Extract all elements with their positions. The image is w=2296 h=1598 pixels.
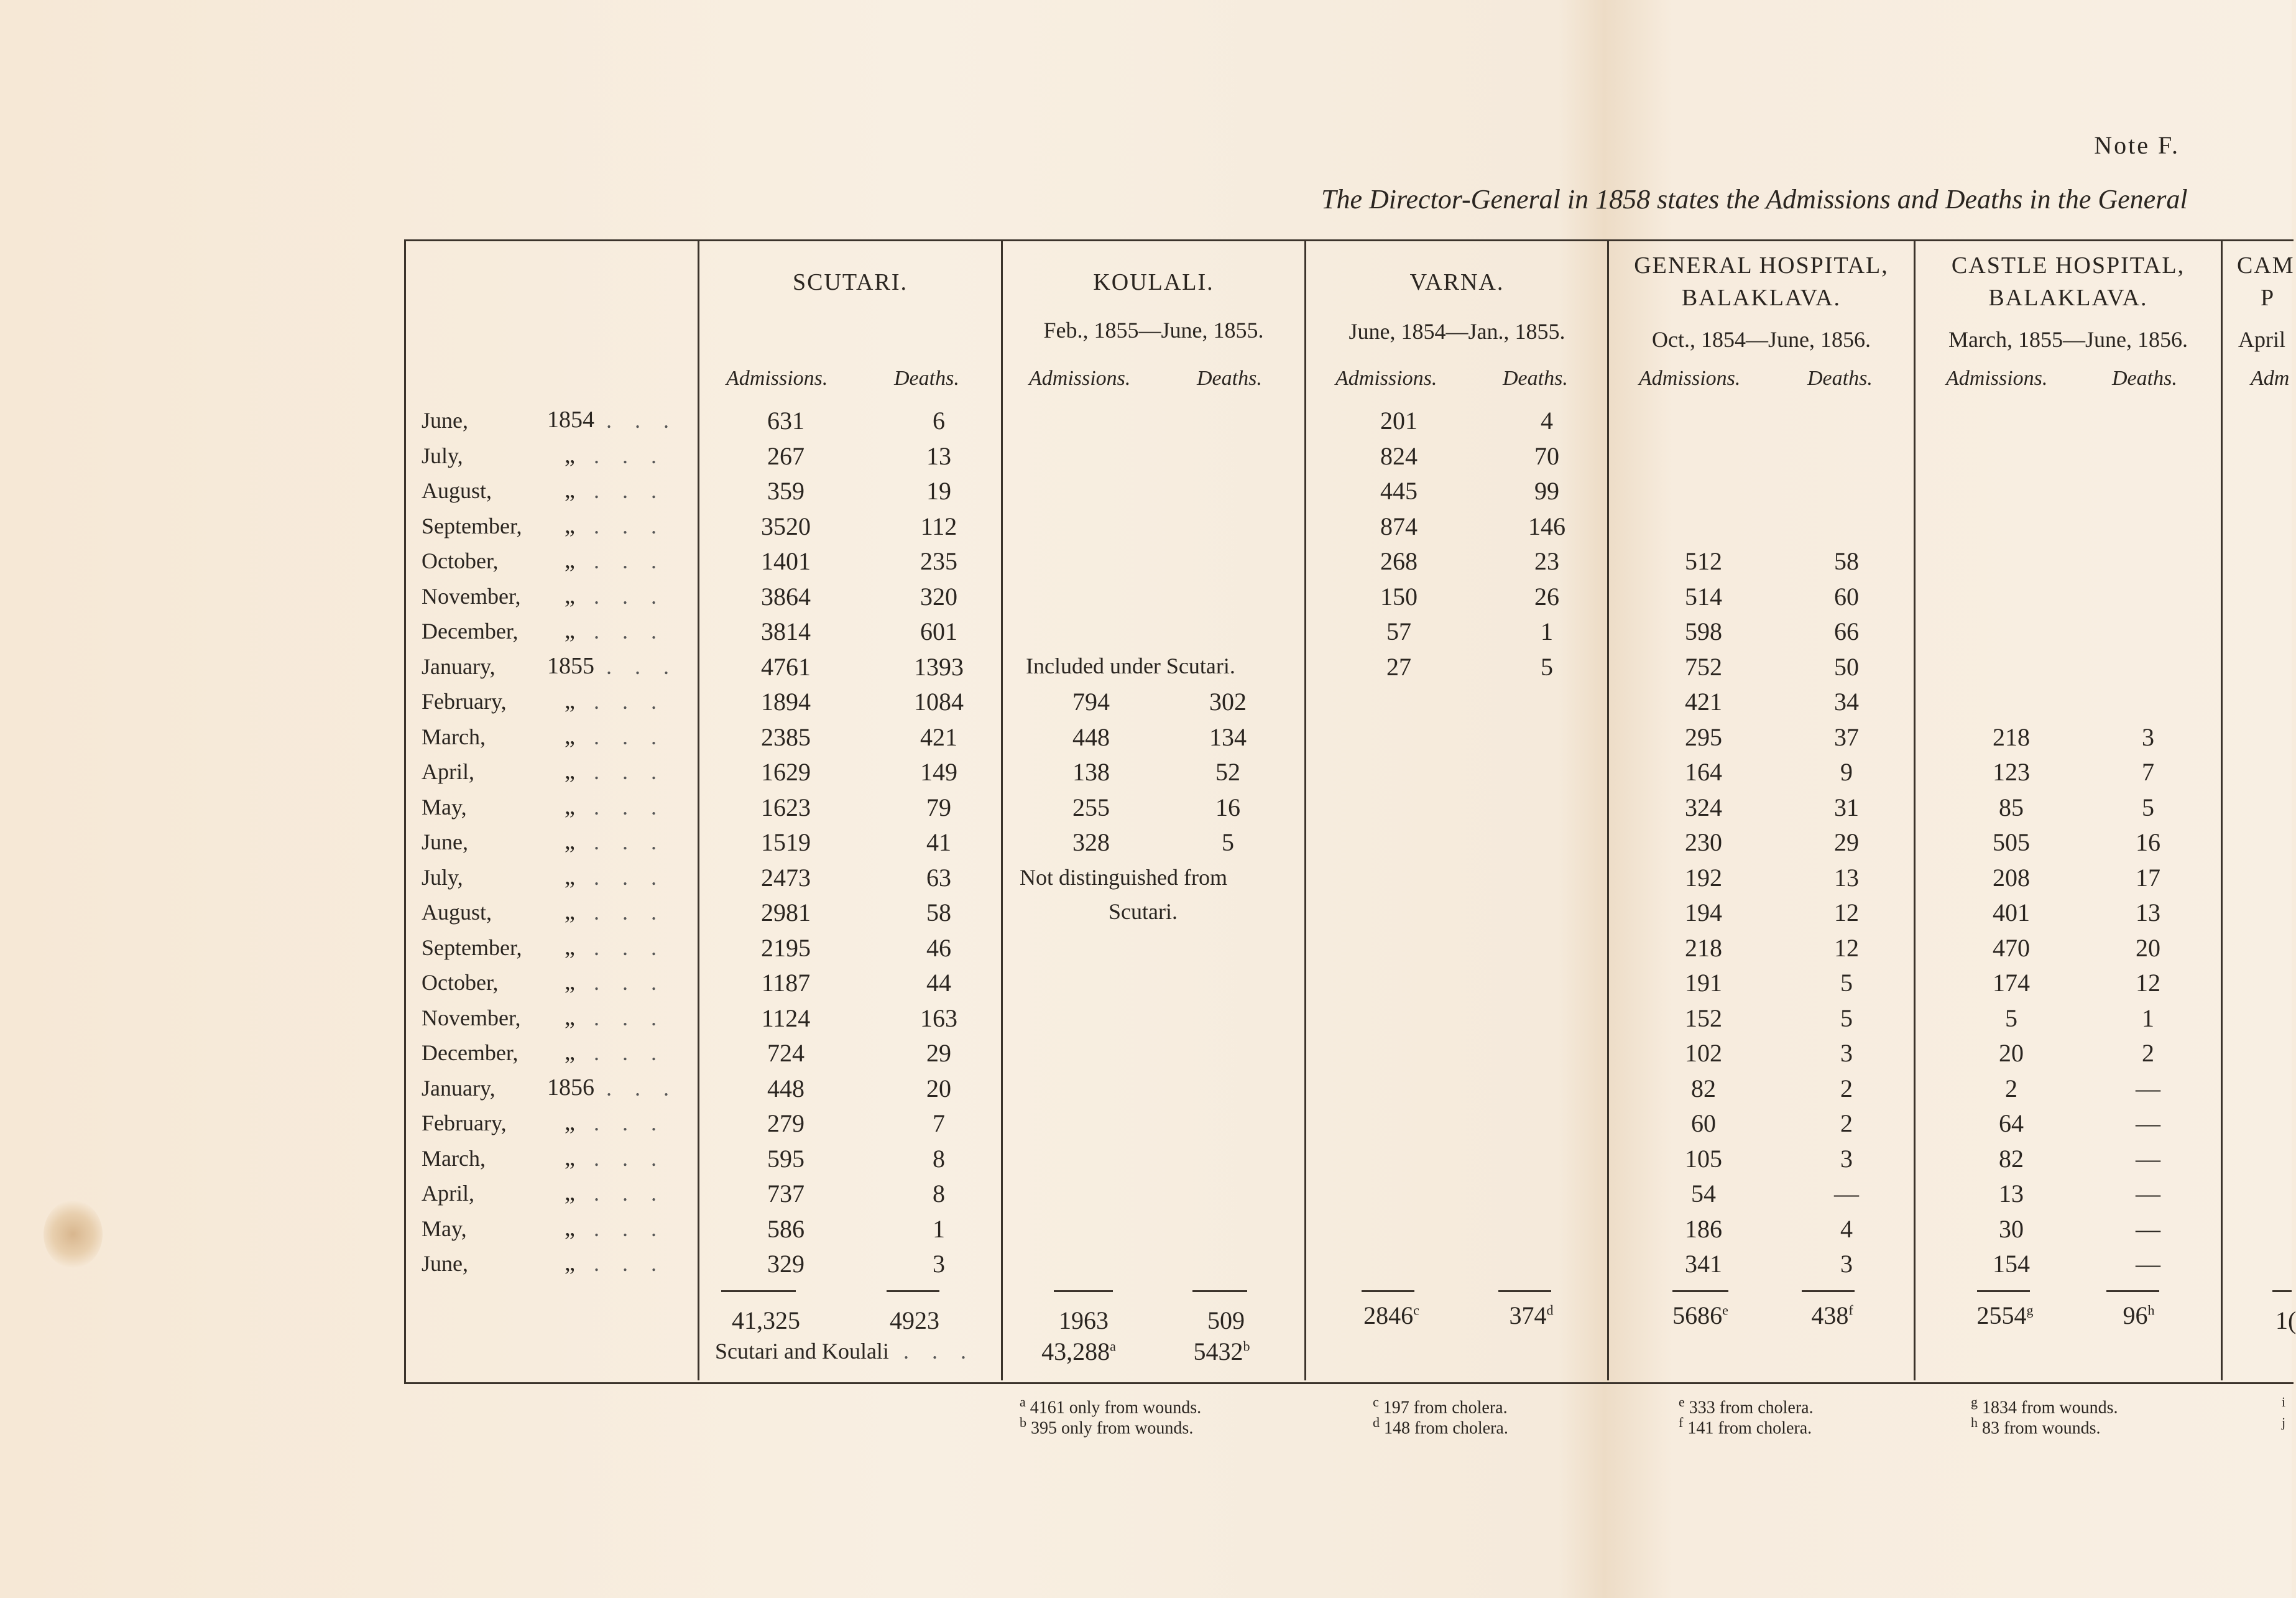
table-cell: 5: [1222, 828, 1234, 856]
koulali-included-note: Included under Scutari.: [1026, 654, 1235, 678]
total-varna-deaths: 374$^d$: [1509, 1301, 1554, 1329]
total-rule: [2272, 1290, 2292, 1292]
table-cell: 13: [926, 441, 951, 470]
table-cell: 601: [920, 617, 957, 645]
table-cell: 2195: [761, 933, 811, 962]
table-cell: 146: [1528, 512, 1565, 540]
row-month: September,: [422, 935, 522, 960]
table-cell: 16: [2136, 828, 2160, 856]
row-month: May,: [422, 794, 467, 820]
combined-label: Scutari and Koulali . . .: [715, 1339, 975, 1364]
row-year: „: [565, 933, 575, 960]
total-rule: [887, 1290, 939, 1292]
table-cell: 2: [2142, 1039, 2154, 1067]
row-year: „: [565, 898, 575, 925]
table-cell: 3864: [761, 582, 811, 611]
table-cell: 7: [2142, 758, 2154, 786]
table-cell: 63: [926, 863, 951, 892]
row-leader-dots: . . .: [594, 1040, 665, 1065]
row-month: November,: [422, 583, 521, 609]
table-cell: 279: [767, 1109, 805, 1137]
table-cell: 3: [1840, 1250, 1853, 1278]
row-leader-dots: . . .: [594, 724, 665, 749]
row-month: November,: [422, 1005, 521, 1030]
row-month: January,: [422, 1075, 496, 1101]
table-cell: 12: [2136, 969, 2160, 997]
table-cell: 41: [926, 828, 951, 856]
total-scutari-deaths: 4923: [890, 1306, 939, 1334]
row-leader-dots: . . .: [594, 1251, 665, 1276]
table-cell: 34: [1834, 688, 1859, 716]
table-cell: 57: [1386, 617, 1411, 645]
row-leader-dots: . . .: [594, 619, 665, 644]
koulali-not-distinguished-note-2: Scutari.: [1109, 899, 1178, 924]
table-cell: 201: [1380, 407, 1418, 435]
table-cell: 150: [1380, 582, 1418, 611]
table-cell: 6: [933, 407, 945, 435]
table-cell: 1187: [761, 969, 811, 997]
table-cell: 448: [1072, 723, 1110, 751]
row-year: „: [565, 1039, 575, 1065]
row-month: August,: [422, 900, 492, 925]
table-cell: 79: [926, 793, 951, 821]
note-title: Note F.: [2094, 131, 2180, 159]
footnote-e: $^e$ 333 from cholera.: [1679, 1394, 1814, 1418]
table-cell: 19: [926, 477, 951, 505]
table-cell: 3: [933, 1250, 945, 1278]
table-cell: 154: [1993, 1250, 2030, 1278]
table-cell: 421: [920, 723, 957, 751]
row-leader-dots: . . .: [594, 1005, 665, 1030]
row-leader-dots: . . .: [594, 443, 665, 468]
table-cell: 4761: [761, 652, 811, 681]
table-cell: 149: [920, 758, 957, 786]
row-leader-dots: . . .: [594, 829, 665, 854]
period-general: Oct., 1854—June, 1856.: [1652, 327, 1871, 352]
row-month: August,: [422, 478, 492, 503]
total-rule: [1672, 1290, 1728, 1292]
table-cell: 302: [1209, 688, 1247, 716]
row-year: „: [565, 793, 575, 820]
table-cell: 1629: [761, 758, 811, 786]
table-cell: 3814: [761, 617, 811, 645]
table-cell: 7: [933, 1109, 945, 1137]
table-cell: 13: [1834, 863, 1859, 892]
row-year: 1854: [547, 407, 594, 433]
table-cell: 586: [767, 1214, 805, 1243]
table-cell: 1519: [761, 828, 811, 856]
table-cell: 359: [767, 477, 805, 505]
table-cell: 737: [767, 1180, 805, 1208]
row-year: „: [565, 1180, 575, 1206]
row-leader-dots: . . .: [594, 759, 665, 784]
table-cell: 134: [1209, 723, 1247, 751]
total-varna-admissions: 2846$^c$: [1363, 1301, 1419, 1329]
total-scutari-admissions: 41,325: [732, 1306, 800, 1334]
row-month: February,: [422, 689, 507, 714]
footnote-j: j: [2282, 1415, 2286, 1430]
paper-stain: [44, 1200, 103, 1268]
row-month: March,: [422, 724, 486, 749]
table-cell: 4: [1840, 1214, 1853, 1243]
table-cell: 5: [1840, 969, 1853, 997]
total-rule: [1498, 1290, 1551, 1292]
row-month: July,: [422, 443, 463, 468]
row-leader-dots: . . .: [594, 970, 665, 995]
row-month: April,: [422, 759, 474, 784]
table-cell: 445: [1380, 477, 1418, 505]
table-cell: 1124: [761, 1004, 811, 1032]
footnote-b: $^b$ 395 only from wounds.: [1020, 1415, 1194, 1438]
row-month: June,: [422, 1251, 468, 1276]
table-cell: 1: [2142, 1004, 2154, 1032]
table-cell: 514: [1685, 582, 1722, 611]
table-cell: 2: [2005, 1074, 2017, 1102]
row-year: „: [565, 758, 575, 784]
table-cell: 194: [1685, 898, 1722, 926]
header-varna: VARNA.: [1409, 269, 1505, 295]
table-cell: —: [2136, 1180, 2160, 1208]
table-cell: 824: [1380, 441, 1418, 470]
header-scutari: SCUTARI.: [792, 269, 908, 295]
combined-deaths: 5432$^b$: [1193, 1337, 1250, 1365]
table-cell: 4: [1541, 407, 1553, 435]
subheader-camp-admissions: Adm: [2251, 367, 2290, 390]
footnote-g: $^g$ 1834 from wounds.: [1971, 1394, 2118, 1418]
row-year: „: [565, 969, 575, 995]
table-cell: 64: [1999, 1109, 2024, 1137]
table-cell: 20: [1999, 1039, 2024, 1067]
row-year: „: [565, 477, 575, 503]
table-cell: 235: [920, 547, 957, 575]
row-month: October,: [422, 970, 499, 995]
table-cell: 3: [1840, 1039, 1853, 1067]
row-leader-dots: . . .: [594, 548, 665, 573]
table-cell: 85: [1999, 793, 2024, 821]
subheader-scutari-deaths: Deaths.: [894, 367, 959, 390]
subheader-general-deaths: Deaths.: [1807, 367, 1873, 390]
total-castle-admissions: 2554$^g$: [1976, 1301, 2034, 1329]
subheader-varna-deaths: Deaths.: [1503, 367, 1568, 390]
table-cell: 105: [1685, 1144, 1722, 1173]
row-month: March,: [422, 1145, 486, 1171]
row-leader-dots: . . .: [594, 1145, 665, 1171]
period-camp: April: [2238, 327, 2285, 352]
table-cell: —: [2136, 1250, 2160, 1278]
period-varna: June, 1854—Jan., 1855.: [1349, 319, 1565, 344]
header-general-line2: BALAKLAVA.: [1681, 285, 1842, 311]
table-cell: 102: [1685, 1039, 1722, 1067]
table-cell: 50: [1834, 652, 1859, 681]
combined-admissions: 43,288$^a$: [1041, 1337, 1116, 1365]
subheader-castle-deaths: Deaths.: [2112, 367, 2177, 390]
table-cell: 752: [1685, 652, 1722, 681]
table-cell: 1894: [761, 688, 811, 716]
table-cell: 874: [1380, 512, 1418, 540]
footnote-i: i: [2282, 1394, 2286, 1410]
table-cell: 267: [767, 441, 805, 470]
table-cell: 595: [767, 1144, 805, 1173]
table-cell: 20: [926, 1074, 951, 1102]
header-general-line1: GENERAL HOSPITAL,: [1634, 252, 1889, 279]
total-rule: [1054, 1290, 1113, 1292]
table-cell: 54: [1691, 1180, 1716, 1208]
row-year: „: [565, 1250, 575, 1276]
table-cell: 82: [1999, 1144, 2024, 1173]
table-cell: 58: [926, 898, 951, 926]
table-cell: 3: [1840, 1144, 1853, 1173]
table-cell: 29: [1834, 828, 1859, 856]
table-cell: 5: [2005, 1004, 2017, 1032]
total-rule: [721, 1290, 796, 1292]
table-cell: 2473: [761, 863, 811, 892]
table-cell: 3: [2142, 723, 2154, 751]
table-cell: 60: [1691, 1109, 1716, 1137]
divider-camp: [2221, 241, 2223, 1380]
row-year: „: [565, 1109, 575, 1135]
koulali-not-distinguished-note: Not distinguished from: [1020, 865, 1227, 890]
table-cell: 1393: [914, 652, 964, 681]
table-cell: 505: [1993, 828, 2030, 856]
table-cell: 631: [767, 407, 805, 435]
table-cell: 58: [1834, 547, 1859, 575]
subheader-general-admissions: Admissions.: [1639, 367, 1741, 390]
table-cell: 1: [1541, 617, 1553, 645]
row-leader-dots: . . .: [606, 1075, 678, 1101]
table-cell: 31: [1834, 793, 1859, 821]
total-rule: [1802, 1290, 1855, 1292]
row-month: May,: [422, 1216, 467, 1241]
header-koulali: KOULALI.: [1093, 269, 1214, 295]
table-cell: 1084: [914, 688, 964, 716]
header-camp-line2: P: [2261, 285, 2275, 311]
table-cell: 30: [1999, 1214, 2024, 1243]
total-rule: [2106, 1290, 2159, 1292]
table-cell: 2981: [761, 898, 811, 926]
table-cell: 17: [2136, 863, 2160, 892]
row-leader-dots: . . .: [606, 408, 678, 433]
table-cell: 1401: [761, 547, 811, 575]
total-koulali-deaths: 509: [1207, 1306, 1245, 1334]
table-cell: 724: [767, 1039, 805, 1067]
row-month: February,: [422, 1111, 507, 1135]
table-cell: 44: [926, 969, 951, 997]
table-cell: 37: [1834, 723, 1859, 751]
table-cell: —: [2136, 1144, 2160, 1173]
divider-castle: [1914, 241, 1916, 1380]
row-leader-dots: . . .: [594, 1111, 665, 1135]
row-year: „: [565, 512, 575, 538]
table-cell: 218: [1993, 723, 2030, 751]
row-leader-dots: . . .: [594, 583, 665, 609]
row-year: „: [565, 1144, 575, 1171]
table-cell: 421: [1685, 688, 1722, 716]
table-cell: 29: [926, 1039, 951, 1067]
table-cell: 123: [1993, 758, 2030, 786]
table-cell: 27: [1386, 652, 1411, 681]
row-year: „: [565, 582, 575, 609]
divider-varna: [1304, 241, 1306, 1380]
table-cell: 329: [767, 1250, 805, 1278]
table-cell: 5: [1541, 652, 1553, 681]
row-month: April,: [422, 1181, 474, 1206]
table-cell: 16: [1215, 793, 1240, 821]
divider-general: [1607, 241, 1609, 1380]
table-cell: 8: [933, 1180, 945, 1208]
total-general-deaths: 438$^f$: [1811, 1301, 1853, 1329]
row-month: June,: [422, 408, 468, 433]
period-koulali: Feb., 1855—June, 1855.: [1043, 318, 1264, 343]
table-cell: 9: [1840, 758, 1853, 786]
table-cell: 164: [1685, 758, 1722, 786]
table-cell: 191: [1685, 969, 1722, 997]
table-cell: 1623: [761, 793, 811, 821]
subheader-scutari-admissions: Admissions.: [726, 367, 828, 390]
footnote-a: $^a$ 4161 only from wounds.: [1020, 1394, 1202, 1418]
table-cell: 218: [1685, 933, 1722, 962]
subheader-koulali-admissions: Admissions.: [1029, 367, 1131, 390]
table-cell: 3520: [761, 512, 811, 540]
table-cell: 20: [2136, 933, 2160, 962]
row-year: 1855: [547, 652, 594, 679]
row-leader-dots: . . .: [594, 935, 665, 960]
row-year: „: [565, 617, 575, 644]
table-cell: 448: [767, 1074, 805, 1102]
table-cell: 13: [1999, 1180, 2024, 1208]
table-cell: 13: [2136, 898, 2160, 926]
table-cell: 295: [1685, 723, 1722, 751]
table-cell: 268: [1380, 547, 1418, 575]
header-camp-line1: CAM: [2237, 252, 2295, 279]
table-cell: 70: [1534, 441, 1559, 470]
total-general-admissions: 5686e: [1672, 1301, 1728, 1329]
table-cell: 99: [1534, 477, 1559, 505]
total-castle-deaths: 96$^h$: [2123, 1301, 2155, 1329]
row-month: October,: [422, 548, 499, 573]
row-year: „: [565, 547, 575, 573]
footnote-f: $^f$ 141 from cholera.: [1679, 1415, 1812, 1438]
total-rule: [1362, 1290, 1414, 1292]
row-leader-dots: . . .: [594, 864, 665, 890]
divider-scutari: [698, 241, 699, 1380]
table-cell: —: [1834, 1180, 1859, 1208]
table-cell: 5: [2142, 793, 2154, 821]
table-cell: 401: [1993, 898, 2030, 926]
row-year: „: [565, 863, 575, 890]
header-castle-line1: CASTLE HOSPITAL,: [1951, 252, 2185, 279]
row-year: „: [565, 1214, 575, 1241]
table-cell: —: [2136, 1109, 2160, 1137]
table-cell: 598: [1685, 617, 1722, 645]
total-koulali-admissions: 1963: [1059, 1306, 1109, 1334]
row-leader-dots: . . .: [594, 900, 665, 925]
row-year: „: [565, 1004, 575, 1030]
total-rule: [1192, 1290, 1247, 1292]
period-castle: March, 1855—June, 1856.: [1948, 327, 2188, 352]
row-month: December,: [422, 619, 519, 644]
subheader-castle-admissions: Admissions.: [1946, 367, 2048, 390]
subtitle: The Director-General in 1858 states the Admissions and Deaths in the General: [1321, 184, 2188, 215]
table-cell: 8: [933, 1144, 945, 1173]
divider-koulali: [1001, 241, 1003, 1380]
table-cell: 230: [1685, 828, 1722, 856]
table-cell: 112: [920, 512, 957, 540]
table-cell: 152: [1685, 1004, 1722, 1032]
subheader-varna-admissions: Admissions.: [1335, 367, 1437, 390]
table-cell: 12: [1834, 898, 1859, 926]
row-leader-dots: . . .: [594, 1181, 665, 1206]
table-cell: 2385: [761, 723, 811, 751]
footnote-d: $^d$ 148 from cholera.: [1373, 1415, 1508, 1438]
table-cell: 2: [1840, 1109, 1853, 1137]
row-leader-dots: . . .: [606, 654, 678, 679]
subheader-koulali-deaths: Deaths.: [1197, 367, 1262, 390]
total-camp-partial: 1(: [2275, 1306, 2296, 1334]
table-cell: —: [2136, 1074, 2160, 1102]
table-cell: 163: [920, 1004, 957, 1032]
table-cell: 324: [1685, 793, 1722, 821]
row-leader-dots: . . .: [594, 1216, 665, 1241]
table-cell: 1: [933, 1214, 945, 1243]
table-cell: 186: [1685, 1214, 1722, 1243]
row-year: 1856: [547, 1074, 594, 1101]
table-cell: 174: [1993, 969, 2030, 997]
table-cell: 23: [1534, 547, 1559, 575]
row-leader-dots: . . .: [594, 513, 665, 538]
row-year: „: [565, 441, 575, 468]
table-cell: 328: [1072, 828, 1110, 856]
table-cell: 192: [1685, 863, 1722, 892]
row-month: September,: [422, 513, 522, 538]
row-month: July,: [422, 864, 463, 890]
footnote-c: $^c$ 197 from cholera.: [1373, 1394, 1508, 1418]
table-cell: 12: [1834, 933, 1859, 962]
header-castle-line2: BALAKLAVA.: [1988, 285, 2148, 311]
row-leader-dots: . . .: [594, 478, 665, 503]
table-cell: 470: [1993, 933, 2030, 962]
row-month: January,: [422, 654, 496, 679]
table-cell: 512: [1685, 547, 1722, 575]
table-cell: 320: [920, 582, 957, 611]
row-leader-dots: . . .: [594, 794, 665, 820]
table-cell: 46: [926, 933, 951, 962]
table-cell: 341: [1685, 1250, 1722, 1278]
table-cell: 60: [1834, 582, 1859, 611]
table-cell: 26: [1534, 582, 1559, 611]
table-cell: 52: [1215, 758, 1240, 786]
row-year: „: [565, 828, 575, 854]
table-cell: 5: [1840, 1004, 1853, 1032]
table-cell: 208: [1993, 863, 2030, 892]
total-rule: [1977, 1290, 2030, 1292]
row-year: „: [565, 723, 575, 749]
row-year: „: [565, 688, 575, 714]
table-cell: 82: [1691, 1074, 1716, 1102]
row-month: June,: [422, 829, 468, 854]
table-cell: 794: [1072, 688, 1110, 716]
table-cell: 255: [1072, 793, 1110, 821]
table-cell: 2: [1840, 1074, 1853, 1102]
table-cell: 66: [1834, 617, 1859, 645]
footnote-h: $^h$ 83 from wounds.: [1971, 1415, 2101, 1438]
row-month: December,: [422, 1040, 519, 1065]
table-cell: 138: [1072, 758, 1110, 786]
row-leader-dots: . . .: [594, 689, 665, 714]
table-cell: —: [2136, 1214, 2160, 1243]
